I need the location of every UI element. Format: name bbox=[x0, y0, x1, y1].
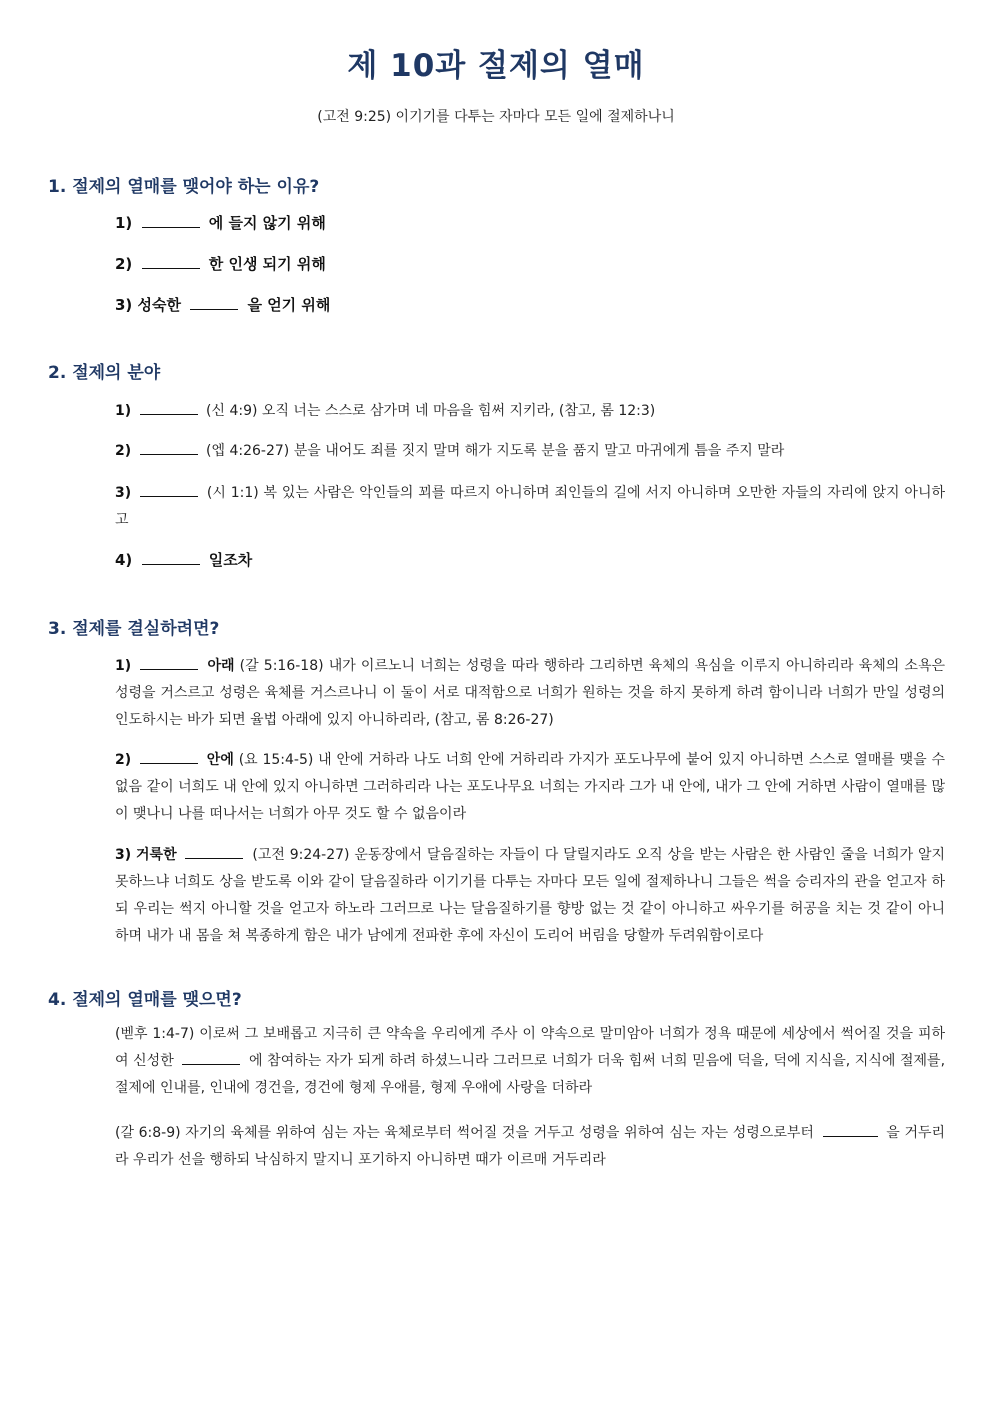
item-text: 을 얻기 위해 bbox=[247, 296, 331, 314]
item-number: 1) bbox=[115, 214, 133, 232]
item-number: 4) bbox=[115, 551, 133, 569]
item-number: 2) bbox=[115, 752, 132, 768]
paragraph-text-before: (갈 6:8-9) 자기의 육체를 위하여 심는 자는 육체로부터 썩어질 것을 거두고 성령을 위하여 심는 자는 성령으로부터 bbox=[115, 1125, 814, 1141]
fill-in-blank bbox=[140, 749, 198, 764]
section2-item-3 bbox=[115, 480, 945, 534]
section2-item-1 bbox=[115, 398, 945, 425]
item-text: 한 인생 되기 위해 bbox=[208, 255, 326, 273]
item-number: 3) bbox=[115, 485, 132, 501]
fill-in-blank bbox=[142, 254, 200, 269]
item-number: 2) bbox=[115, 443, 132, 459]
item-text: 일조차 bbox=[208, 551, 253, 569]
fill-in-blank bbox=[185, 844, 243, 859]
fill-in-blank bbox=[142, 213, 200, 228]
section-heading-3: 3. 절제를 결실하려면? bbox=[48, 619, 220, 639]
page-subtitle: (고전 9:25) 이기기를 다투는 자마다 모든 일에 절제하나니 bbox=[317, 109, 675, 125]
fill-in-blank bbox=[140, 440, 198, 455]
section4-paragraph-1 bbox=[115, 1021, 945, 1102]
item-text: (요 15:4-5) 내 안에 거하라 나도 너희 안에 거하리라 가지가 포도나무에 붙어 있지 아니하면 스스로 열매를 맺을 수 없음 같이 너희도 내 안에 있지 아니하면 그러하리라 나는 포도나무요 너희는 가지라 그가 내 안에, 내가 그 안에 거하면 사람이 열매를 많이 맺나니 나를 떠나서는 너희가 아무 것도 할 수 없음이라 bbox=[115, 752, 946, 822]
section3-item-3 bbox=[115, 842, 945, 950]
section3-item-1 bbox=[115, 653, 945, 734]
fill-in-blank bbox=[140, 482, 198, 497]
paragraph-text-after: 에 참여하는 자가 되게 하려 하셨느니라 그러므로 너희가 더욱 힘써 너희 믿음에 덕을, 덕에 지식을, 지식에 절제를, 절제에 인내를, 인내에 경건을, 경건에 형제 우애를, 형제 우애에 사랑을 더하라 bbox=[115, 1053, 946, 1096]
section-heading-2: 2. 절제의 분야 bbox=[48, 363, 161, 383]
section4-paragraph-2 bbox=[115, 1120, 945, 1174]
item-text: 에 들지 않기 위해 bbox=[208, 214, 326, 232]
fill-in-blank bbox=[182, 1050, 240, 1065]
page-title: 제 10과 절제의 열매 bbox=[347, 48, 645, 84]
item-text: (갈 5:16-18) 내가 이르노니 너희는 성령을 따라 행하라 그리하면 육체의 욕심을 이루지 아니하리라 육체의 소욕은 성령을 거스르고 성령은 육체를 거스르나니 이 둘이 서로 대적함으로 너희가 원하는 것을 하지 못하게 하려 함이니라 너희가 만일 성령의 인도하시는 바가 되면 율법 아래에 있지 아니하리라, (참고, 롬 8:26-27) bbox=[115, 658, 946, 728]
item-text: (시 1:1) 복 있는 사람은 악인들의 꾀를 따르지 아니하며 죄인들의 길에 서지 아니하며 오만한 자들의 자리에 앉지 아니하고 bbox=[115, 485, 945, 528]
fill-in-blank bbox=[140, 655, 198, 670]
section1-item-2 bbox=[115, 251, 945, 278]
item-text: (신 4:9) 오직 너는 스스로 삼가며 네 마음을 힘써 지키라, (참고, 롬 12:3) bbox=[206, 403, 656, 419]
item-text: (엡 4:26-27) 분을 내어도 죄를 짓지 말며 해가 지도록 분을 품지 말고 마귀에게 틈을 주지 말라 bbox=[206, 443, 785, 459]
section1-item-3 bbox=[115, 292, 945, 319]
item-number: 3) bbox=[115, 296, 133, 314]
item-keyword: 안에 bbox=[206, 752, 234, 768]
fill-in-blank bbox=[140, 400, 198, 415]
section1-item-1 bbox=[115, 210, 945, 237]
item-number: 3) bbox=[115, 847, 132, 863]
item-number: 1) bbox=[115, 403, 132, 419]
item-keyword: 거룩한 bbox=[136, 847, 177, 863]
item-keyword: 아래 bbox=[207, 658, 235, 674]
fill-in-blank bbox=[823, 1122, 878, 1137]
item-prefix: 성숙한 bbox=[137, 296, 182, 314]
section3-item-2 bbox=[115, 747, 945, 828]
item-number: 2) bbox=[115, 255, 133, 273]
paragraph-text-after: 을 거두리라 우리가 선을 행하되 낙심하지 말지니 포기하지 아니하면 때가 이르매 거두리라 bbox=[115, 1125, 946, 1168]
paragraph-text-before: (벧후 1:4-7) 이로써 그 보배롭고 지극히 큰 약속을 우리에게 주사 이 약속으로 말미암아 너희가 정욕 때문에 세상에서 썩어질 것을 피하여 신성한 bbox=[115, 1026, 945, 1069]
fill-in-blank bbox=[190, 295, 238, 310]
section2-item-2 bbox=[115, 438, 945, 465]
item-text: (고전 9:24-27) 운동장에서 달음질하는 자들이 다 달릴지라도 오직 상을 받는 사람은 한 사람인 줄을 너희가 알지 못하느냐 너희도 상을 받도록 이와 같이 달음질하라 이기기를 다투는 자마다 모든 일에 절제하나니 그들은 썩을 승리자의 관을 얻고자 하되 우리는 썩지 아니할 것을 얻고자 하노라 그러므로 나는 달음질하기를 향방 없는 것 같이 아니하고 싸우기를 허공을 치는 것 같이 아니하며 내가 내 몸을 쳐 복종하게 함은 내가 남에게 전파한 후에 자신이 도리어 버림을 당할까 두려워함이로다 bbox=[115, 847, 946, 944]
item-number: 1) bbox=[115, 658, 132, 674]
section-heading-4: 4. 절제의 열매를 맺으면? bbox=[48, 990, 242, 1010]
section2-item-4 bbox=[115, 547, 945, 574]
fill-in-blank bbox=[142, 550, 200, 565]
section-heading-1: 1. 절제의 열매를 맺어야 하는 이유? bbox=[48, 177, 320, 197]
